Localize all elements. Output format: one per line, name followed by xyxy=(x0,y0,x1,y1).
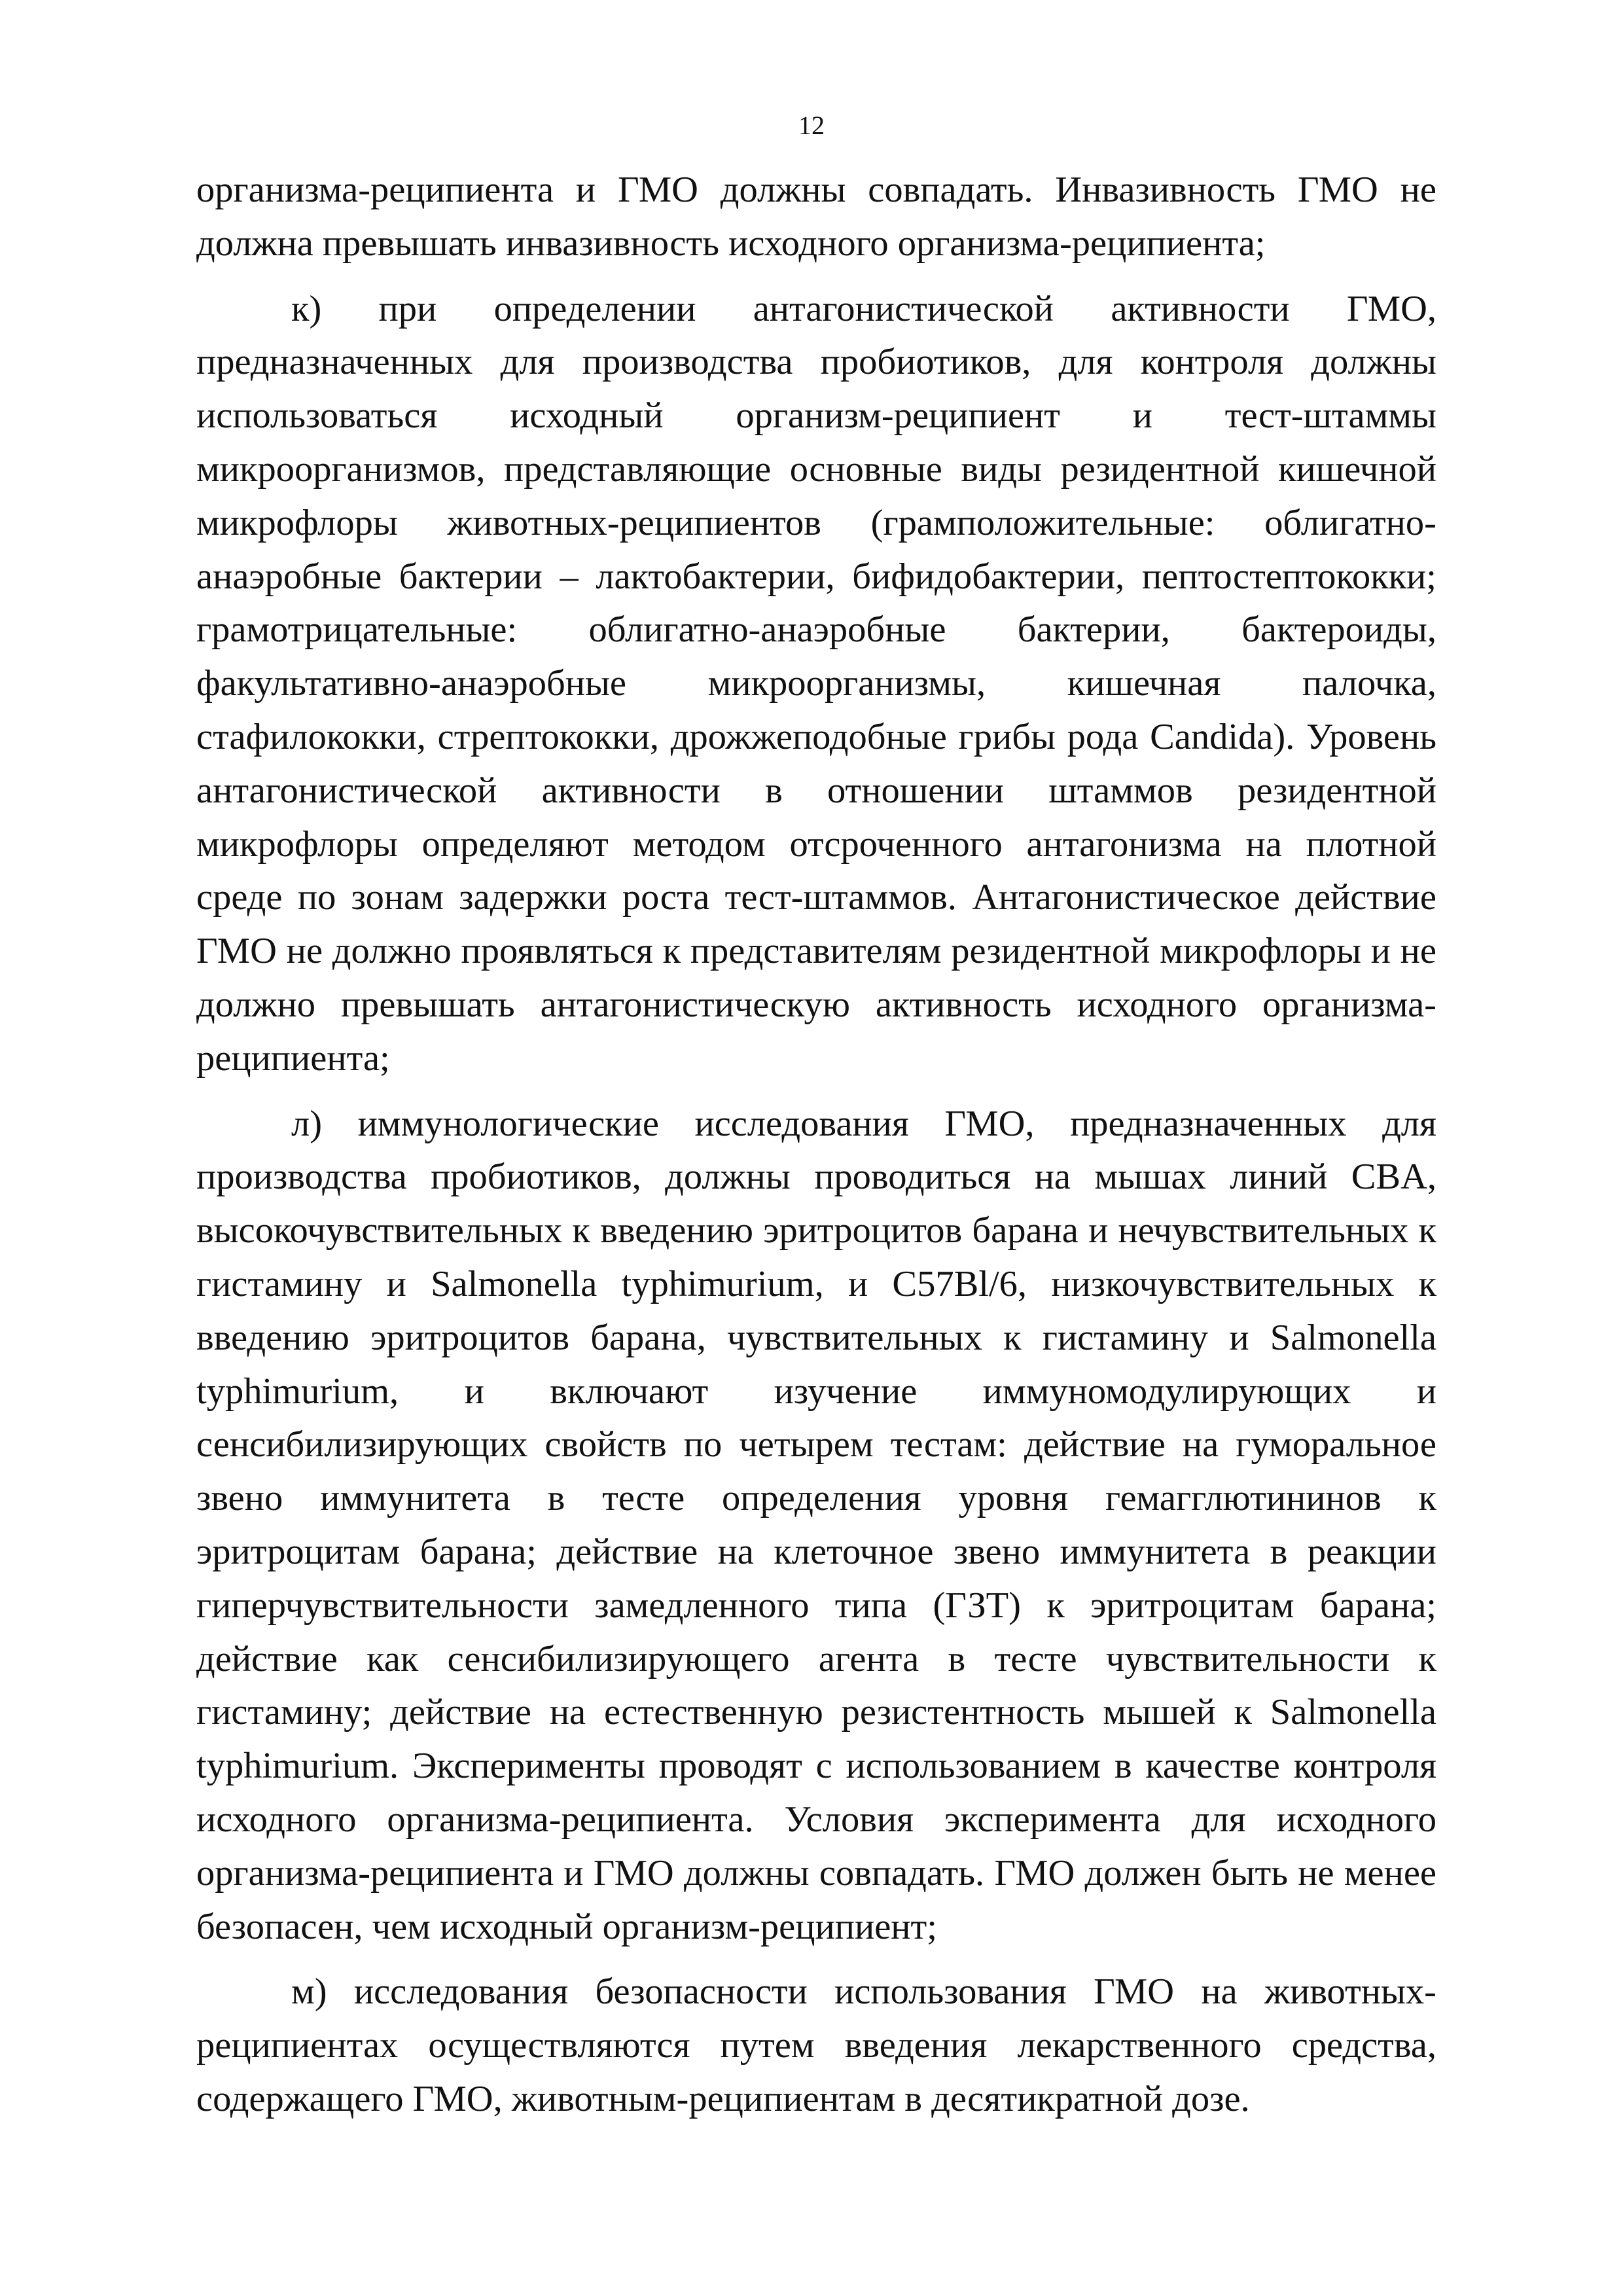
paragraph-item-l: л) иммунологические исследования ГМО, предназначенных для производства пробиотиков, должны проводиться на мышах линий CBA, высокочувствительных к введению эритроцитов барана и нечувствительных к гистамину и Salmonella typhimurium, и C57Bl/6, низкочувствительных к введению эритроцитов барана, чувствительных к гистамину и Salmonella typhimurium, и включают изучение иммуномодулирующих и сенсибилизирующих свойств по четырем тестам: действие на гуморальное звено иммунитета в тесте определения уровня гемагглютининов к эритроцитам барана; действие на клеточное звено иммунитета в реакции гиперчувствительности замедленного типа (ГЗТ) к эритроцитам барана; действие как сенсибилизирующего агента в тесте чувствительности к гистамину; действие на естественную резистентность мышей к Salmonella typhimurium. Эксперименты проводят с использованием в качестве контроля исходного организма-реципиента. Условия эксперимента для исходного организма-реципиента и ГМО должны совпадать. ГМО должен быть не менее безопасен, чем исходный организм-реципиент; xyxy=(196,1103,1436,1947)
paragraph-item-m: м) исследования безопасности использования ГМО на животных-реципиентах осуществляются путем введения лекарственного средства, содержащего ГМО, животным-реципиентам в десятикратной дозе. xyxy=(196,1971,1436,2119)
paragraph-item-k: к) при определении антагонистической активности ГМО, предназначенных для производства пробиотиков, для контроля должны использоваться исходный организм-реципиент и тест-штаммы микроорганизмов, представляющие основные виды резидентной кишечной микрофлоры животных-реципиентов (грамположительные: облигатно-анаэробные бактерии – лактобактерии, бифидобактерии, пептостептококки; грамотрицательные: облигатно-анаэробные бактерии, бактероиды, факультативно-анаэробные микроорганизмы, кишечная палочка, стафилококки, стрептококки, дрожжеподобные грибы рода Candida). Уровень антагонистической активности в отношении штаммов резидентной микрофлоры определяют методом отсроченного антагонизма на плотной среде по зонам задержки роста тест-штаммов. Антагонистическое действие ГМО не должно проявляться к представителям резидентной микрофлоры и не должно превышать антагонистическую активность исходного организма-реципиента; xyxy=(196,288,1436,1079)
page-number: 12 xyxy=(798,111,825,140)
paragraph-continuation: организма-реципиента и ГМО должны совпадать. Инвазивность ГМО не должна превышать инвазивность исходного организма-реципиента; xyxy=(196,170,1436,264)
document-body xyxy=(196,164,1436,2126)
